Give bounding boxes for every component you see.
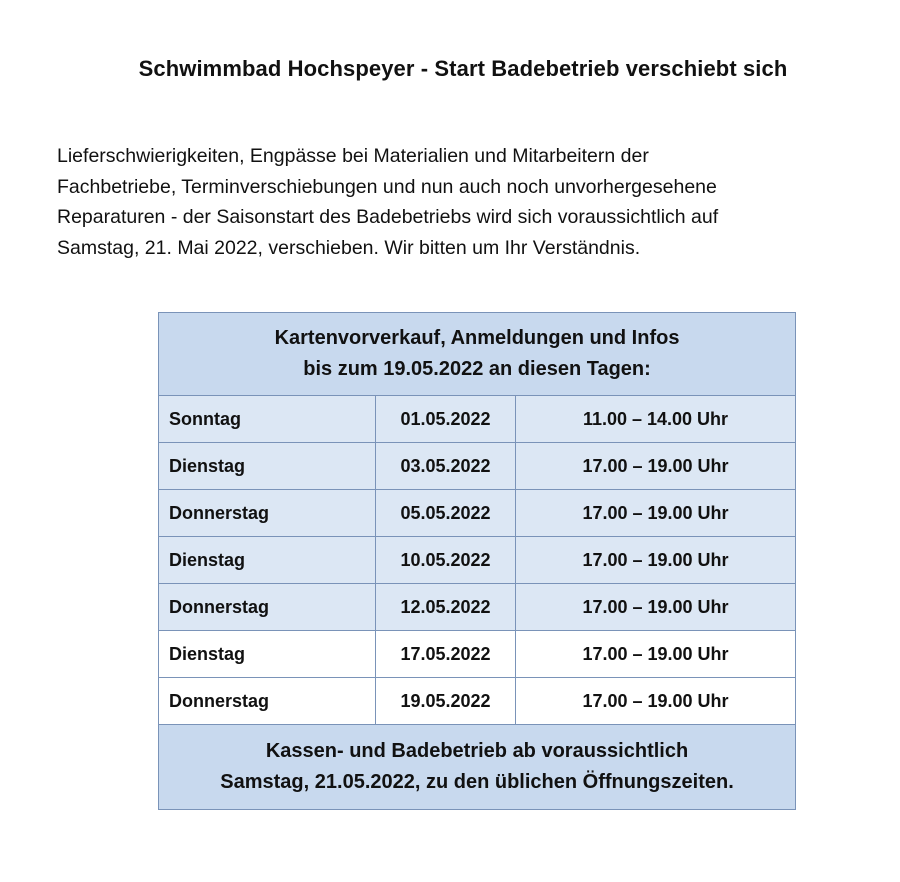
date-cell: 05.05.2022 — [376, 490, 516, 537]
table-header-line: Kartenvorverkauf, Anmeldungen und Infos — [274, 327, 680, 349]
table-header-row — [159, 313, 796, 396]
schedule-table — [158, 312, 796, 810]
intro-line: Fachbetriebe, Terminverschiebungen und nun auch noch unvorhergesehene — [57, 175, 717, 198]
intro-line: Samstag, 21. Mai 2022, verschieben. Wir bitten um Ihr Verständnis. — [57, 236, 641, 259]
date-cell: 19.05.2022 — [376, 678, 516, 725]
time-cell: 11.00 – 14.00 Uhr — [516, 396, 796, 443]
table-row — [159, 584, 796, 631]
table-row — [159, 537, 796, 584]
day-cell: Dienstag — [159, 443, 376, 490]
intro-line: Reparaturen - der Saisonstart des Badebetriebs wird sich voraussichtlich auf — [57, 206, 719, 228]
date-cell: 03.05.2022 — [376, 443, 516, 490]
page-title: Schwimmbad Hochspeyer - Start Badebetrieb verschiebt sich — [138, 56, 788, 81]
date-cell: 17.05.2022 — [376, 631, 516, 678]
date-cell: 01.05.2022 — [376, 396, 516, 443]
time-cell: 17.00 – 19.00 Uhr — [516, 443, 796, 490]
table-footer-row — [159, 725, 796, 810]
day-cell: Dienstag — [159, 631, 376, 678]
time-cell: 17.00 – 19.00 Uhr — [516, 678, 796, 725]
table-footer-line: Kassen- und Badebetrieb ab voraussichtlich — [265, 740, 689, 762]
date-cell: 10.05.2022 — [376, 537, 516, 584]
table-row — [159, 490, 796, 537]
table-row — [159, 396, 796, 443]
time-cell: 17.00 – 19.00 Uhr — [516, 631, 796, 678]
day-cell: Donnerstag — [159, 490, 376, 537]
time-cell: 17.00 – 19.00 Uhr — [516, 537, 796, 584]
time-cell: 17.00 – 19.00 Uhr — [516, 490, 796, 537]
table-header — [159, 313, 796, 396]
intro-line: Lieferschwierigkeiten, Engpässe bei Materialien und Mitarbeitern der — [57, 145, 649, 167]
table-footer-line: Samstag, 21.05.2022, zu den üblichen Öffnungszeiten. — [220, 771, 734, 793]
day-cell: Dienstag — [159, 537, 376, 584]
date-cell: 12.05.2022 — [376, 584, 516, 631]
day-cell: Donnerstag — [159, 584, 376, 631]
day-cell: Sonntag — [159, 396, 376, 443]
table-row — [159, 631, 796, 678]
table-row — [159, 443, 796, 490]
table-header-line: bis zum 19.05.2022 an diesen Tagen: — [303, 358, 651, 380]
table-row — [159, 678, 796, 725]
day-cell: Donnerstag — [159, 678, 376, 725]
time-cell: 17.00 – 19.00 Uhr — [516, 584, 796, 631]
table-footer — [159, 725, 796, 810]
intro-paragraph — [57, 141, 857, 263]
